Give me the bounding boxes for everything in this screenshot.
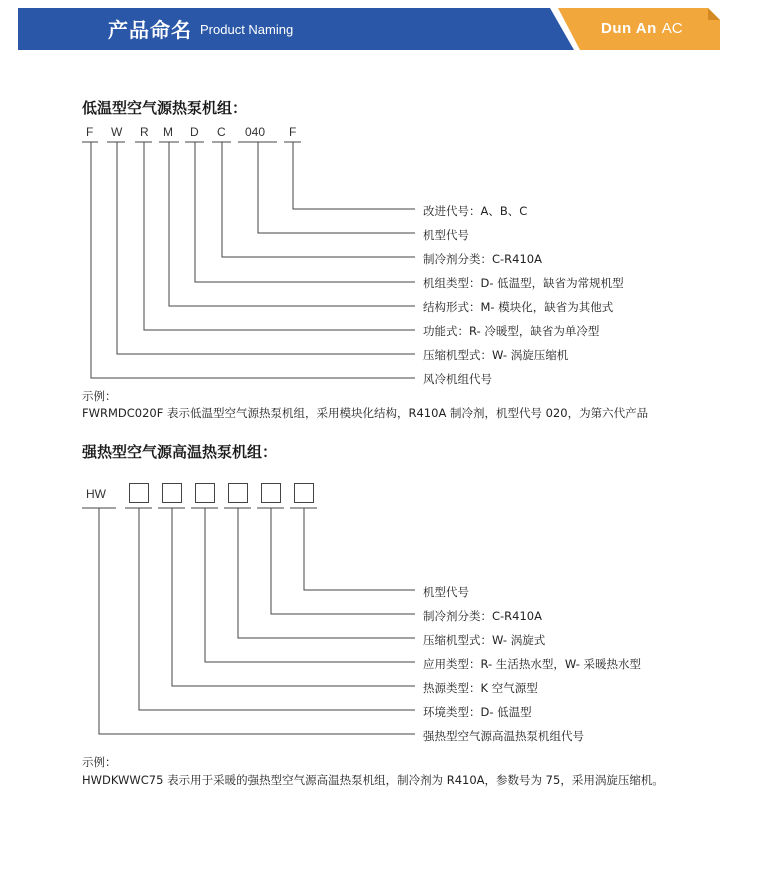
naming-label: 热源类型：K 空气源型 xyxy=(423,681,538,695)
naming-label: 机型代号 xyxy=(423,228,469,242)
section1-example-text: FWRMDC020F 表示低温型空气源热泵机组，采用模块化结构，R410A 制冷剂，机型代号 020，为第六代产品 xyxy=(82,406,649,420)
naming-label: 强热型空气源高温热泵机组代号 xyxy=(423,729,584,743)
code-letter: C xyxy=(217,125,226,139)
section2-example-title: 示例： xyxy=(82,755,117,769)
page-title: 产品命名 xyxy=(108,18,192,42)
code-letter: D xyxy=(190,125,199,139)
naming-label: 制冷剂分类：C-R410A xyxy=(423,252,542,266)
brand-suffix: AC xyxy=(661,20,683,37)
section1-example-title: 示例： xyxy=(82,389,117,403)
naming-label: 风冷机组代号 xyxy=(423,372,492,386)
naming-label: 结构形式：M- 模块化，缺省为其他式 xyxy=(423,300,614,314)
section2-title: 强热型空气源高温热泵机组： xyxy=(82,443,278,461)
section2-example-text: HWDKWWC75 表示用于采暖的强热型空气源高温热泵机组，制冷剂为 R410A，参数号为 75，采用涡旋压缩机。 xyxy=(82,773,664,787)
code-letter: 040 xyxy=(245,125,266,139)
naming-label: 功能式：R- 冷暖型，缺省为单冷型 xyxy=(423,324,600,338)
code-letter: R xyxy=(140,125,149,139)
brand-name: Dun An xyxy=(601,20,657,37)
page-title-english: Product Naming xyxy=(200,22,294,37)
section1-title: 低温型空气源热泵机组： xyxy=(82,99,248,117)
naming-label: 改进代号：A、B、C xyxy=(423,204,528,218)
naming-label: 压缩机型式：W- 涡旋压缩机 xyxy=(423,348,569,362)
code-letter: W xyxy=(111,125,123,139)
naming-label: 制冷剂分类：C-R410A xyxy=(423,609,542,623)
naming-label: 机型代号 xyxy=(423,585,469,599)
code-prefix: HW xyxy=(86,487,106,501)
naming-label: 应用类型：R- 生活热水型，W- 采暖热水型 xyxy=(423,657,642,671)
naming-label: 压缩机型式：W- 涡旋式 xyxy=(423,633,546,647)
code-letter: F xyxy=(86,125,94,139)
code-letter: M xyxy=(163,125,173,139)
code-letter: F xyxy=(289,125,297,139)
naming-label: 机组类型：D- 低温型，缺省为常规机型 xyxy=(423,276,624,290)
naming-label: 环境类型：D- 低温型 xyxy=(423,705,532,719)
